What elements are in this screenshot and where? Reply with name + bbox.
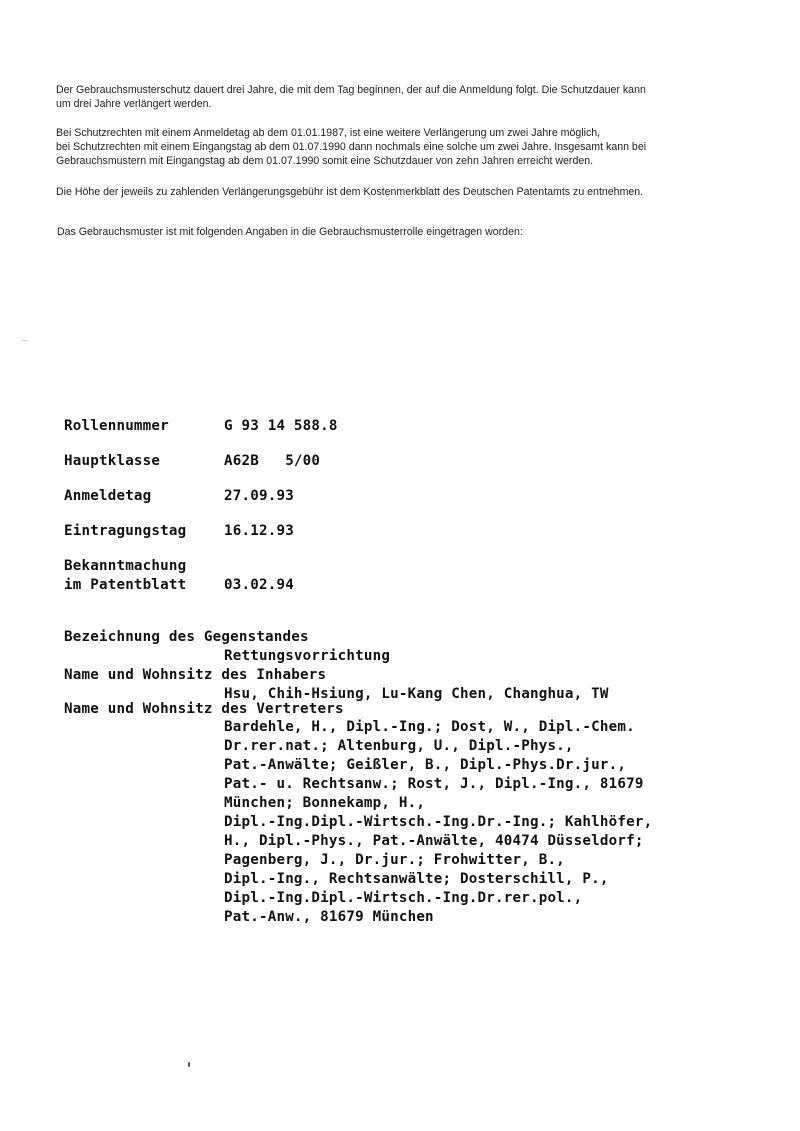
- vertreter-line: Pat.- u. Rechtsanw.; Rost, J., Dipl.-Ing., 81679: [224, 776, 644, 792]
- bekanntmachung-label-1: Bekanntmachung: [64, 558, 187, 574]
- vertreter-line: Dipl.-Ing.Dipl.-Wirtsch.-Ing.Dr.rer.pol.,: [224, 890, 583, 906]
- hauptklasse-value: A62B 5/00: [224, 453, 321, 469]
- vertreter-line: Pat.-Anw., 81679 München: [224, 909, 434, 925]
- intro-paragraph-4: [57, 225, 757, 239]
- vertreter-line: Dipl.-Ing., Rechtsanwälte; Dosterschill, P.,: [224, 871, 609, 887]
- rollennummer-label: Rollennummer: [64, 418, 169, 434]
- anmeldetag-label: Anmeldetag: [64, 488, 152, 504]
- bezeichnung-label: Bezeichnung des Gegenstandes: [64, 629, 309, 645]
- eintragungstag-label: Eintragungstag: [64, 523, 187, 539]
- scan-speck: [188, 1062, 190, 1067]
- vertreter-line: Bardehle, H., Dipl.-Ing.; Dost, W., Dipl.-Chem.: [224, 719, 635, 735]
- intro-p3: Die Höhe der jeweils zu zahlenden Verlängerungsgebühr ist dem Kostenmerkblatt des Deutschen Patentamts zu entnehmen.: [56, 186, 644, 198]
- vertreter-line: München; Bonnekamp, H.,: [224, 795, 426, 811]
- bekanntmachung-value: 03.02.94: [224, 577, 294, 593]
- intro-p2-line3: Gebrauchsmustern mit Eingangstag ab dem 01.07.1990 somit eine Schutzdauer von zehn Jahren erreicht werden.: [56, 155, 594, 167]
- intro-paragraph-2: [56, 126, 756, 168]
- intro-p2-line2: bei Schutzrechten mit einem Eingangstag ab dem 01.07.1990 dann nochmals eine solche um zwei Jahre. Insgesamt kann bei: [56, 141, 647, 153]
- intro-p4: Das Gebrauchsmuster ist mit folgenden Angaben in die Gebrauchsmusterrolle eingetragen worden:: [57, 226, 523, 238]
- bezeichnung-value: Rettungsvorrichtung: [224, 648, 391, 664]
- intro-paragraph-3: [56, 185, 756, 199]
- rollennummer-value: G 93 14 588.8: [224, 418, 338, 434]
- intro-p2-line1: Bei Schutzrechten mit einem Anmeldetag ab dem 01.01.1987, ist eine weitere Verlängerung um zwei Jahre möglich,: [56, 127, 601, 139]
- hauptklasse-label: Hauptklasse: [64, 453, 161, 469]
- vertreter-line: Pagenberg, J., Dr.jur.; Frohwitter, B.,: [224, 852, 565, 868]
- vertreter-line: Dr.rer.nat.; Altenburg, U., Dipl.-Phys.,: [224, 738, 574, 754]
- intro-p1-line2: um drei Jahre verlängert werden.: [56, 98, 212, 110]
- vertreter-line: Dipl.-Ing.Dipl.-Wirtsch.-Ing.Dr.-Ing.; Kahlhöfer,: [224, 814, 653, 830]
- bekanntmachung-label-2: im Patentblatt: [64, 577, 187, 593]
- anmeldetag-value: 27.09.93: [224, 488, 294, 504]
- intro-paragraph-1: [56, 83, 756, 111]
- scan-speck: [22, 340, 28, 341]
- vertreter-line: H., Dipl.-Phys., Pat.-Anwälte, 40474 Düsseldorf;: [224, 833, 644, 849]
- eintragungstag-value: 16.12.93: [224, 523, 294, 539]
- inhaber-label: Name und Wohnsitz des Inhabers: [64, 667, 327, 683]
- inhaber-value: Hsu, Chih-Hsiung, Lu-Kang Chen, Changhua, TW: [224, 686, 609, 702]
- intro-p1-line1: Der Gebrauchsmusterschutz dauert drei Jahre, die mit dem Tag beginnen, der auf die Anmeldung folgt. Die Schutzdauer kann: [56, 84, 646, 96]
- vertreter-line: Pat.-Anwälte; Geißler, B., Dipl.-Phys.Dr.jur.,: [224, 757, 627, 773]
- vertreter-label: Name und Wohnsitz des Vertreters: [64, 701, 344, 717]
